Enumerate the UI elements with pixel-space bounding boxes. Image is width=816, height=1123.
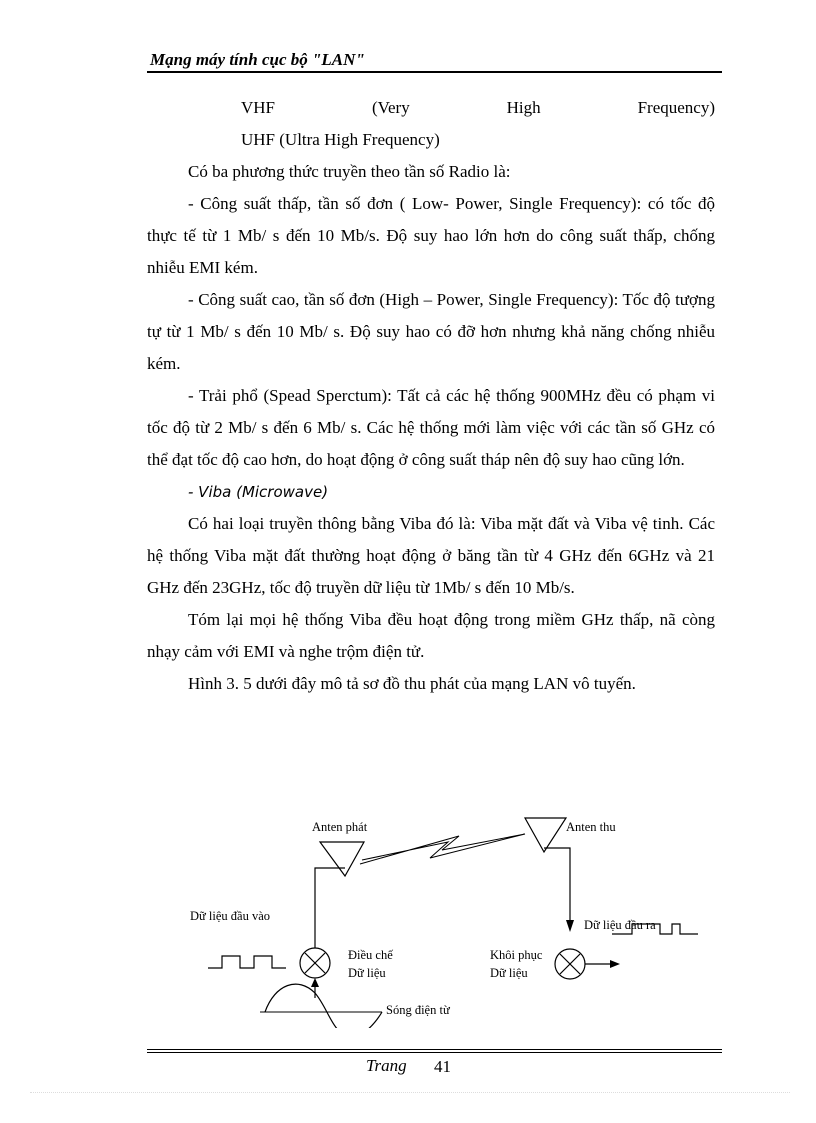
recover-label-2: Dữ liệu — [490, 966, 528, 980]
footer-rule — [147, 1052, 722, 1053]
paragraph: Hình 3. 5 dưới đây mô tả sơ đồ thu phát của mạng LAN vô tuyến. — [188, 674, 636, 693]
rx-antenna-icon — [525, 818, 566, 852]
data-in-label: Dữ liệu đầu vào — [190, 909, 271, 923]
modulate-label-2: Dữ liệu — [348, 966, 386, 980]
vhf-line: VHF (Very High Frequency) — [241, 98, 715, 117]
data-out-label: Dữ liệu đầu ra — [584, 918, 656, 932]
radio-link-icon — [360, 834, 525, 864]
rx-arrow-icon — [566, 920, 574, 932]
footer-rule — [147, 1049, 722, 1050]
tx-antenna-label: Anten phát — [312, 820, 368, 834]
paragraph: Tóm lại mọi hệ thống Viba đều hoạt động trong miềm GHz thấp, nã còng nhạy cảm với EMI và nghe trộm điện tử. — [147, 610, 715, 661]
recover-label-1: Khôi phục — [490, 948, 543, 962]
paragraph: - Công suất cao, tần số đơn (High – Power, Single Frequency): Tốc độ tượng tự từ 1 Mb/ s đến 10 Mb/ s. Độ suy hao có đỡ hơn nhưng khả năng chống nhiễu kém. — [147, 290, 715, 373]
rx-feed-line — [544, 848, 570, 926]
carrier-arrow-icon — [311, 978, 319, 987]
tx-feed-line — [315, 868, 345, 950]
carrier-sine-wave — [265, 984, 382, 1028]
paragraph: Có ba phương thức truyền theo tần số Radio là: — [188, 162, 511, 181]
paragraph: Có hai loại truyền thông bằng Viba đó là: Viba mặt đất và Viba vệ tinh. Các hệ thống Viba mặt đất thường hoạt động ở băng tần từ 4 GHz đến 6GHz và 21 GHz đến 23GHz, tốc độ truyền dữ liệu từ 1Mb/ s đến 10 Mb/s. — [147, 514, 715, 597]
body-text — [147, 92, 715, 700]
footer-label: Trang — [366, 1056, 407, 1075]
header-rule — [147, 71, 722, 73]
tx-antenna-icon — [320, 842, 364, 876]
running-header: Mạng máy tính cục bộ "LAN" — [150, 50, 365, 69]
paragraph: - Trải phổ (Spead Sperctum): Tất cả các hệ thống 900MHz đều có phạm vi tốc độ từ 2 Mb/ s đến 6 Mb/ s. Các hệ thống mới làm việc với các tần số GHz có thể đạt tốc độ cao hơn, do hoạt động ở công suất tháp nên độ suy hao cũng lớn. — [147, 386, 715, 469]
output-arrow-icon — [610, 960, 620, 968]
page-edge-dots — [30, 1092, 790, 1093]
paragraph: - Công suất thấp, tần số đơn ( Low- Power, Single Frequency): có tốc độ thực tế từ 1 Mb/ s đến 10 Mb/s. Độ suy hao lớn hơn do công suất thấp, chống nhiễu EMI kém. — [147, 194, 715, 277]
rx-antenna-label: Anten thu — [566, 820, 616, 834]
uhf-line: UHF (Ultra High Frequency) — [241, 130, 440, 149]
page-number: 41 — [434, 1057, 451, 1076]
subheading-microwave: - Viba (Microwave) — [188, 483, 329, 501]
wireless-lan-diagram — [180, 808, 720, 1028]
wave-label: Sóng điện từ — [386, 1003, 450, 1017]
modulate-label-1: Điều chế — [348, 948, 393, 962]
input-square-wave — [208, 956, 286, 968]
